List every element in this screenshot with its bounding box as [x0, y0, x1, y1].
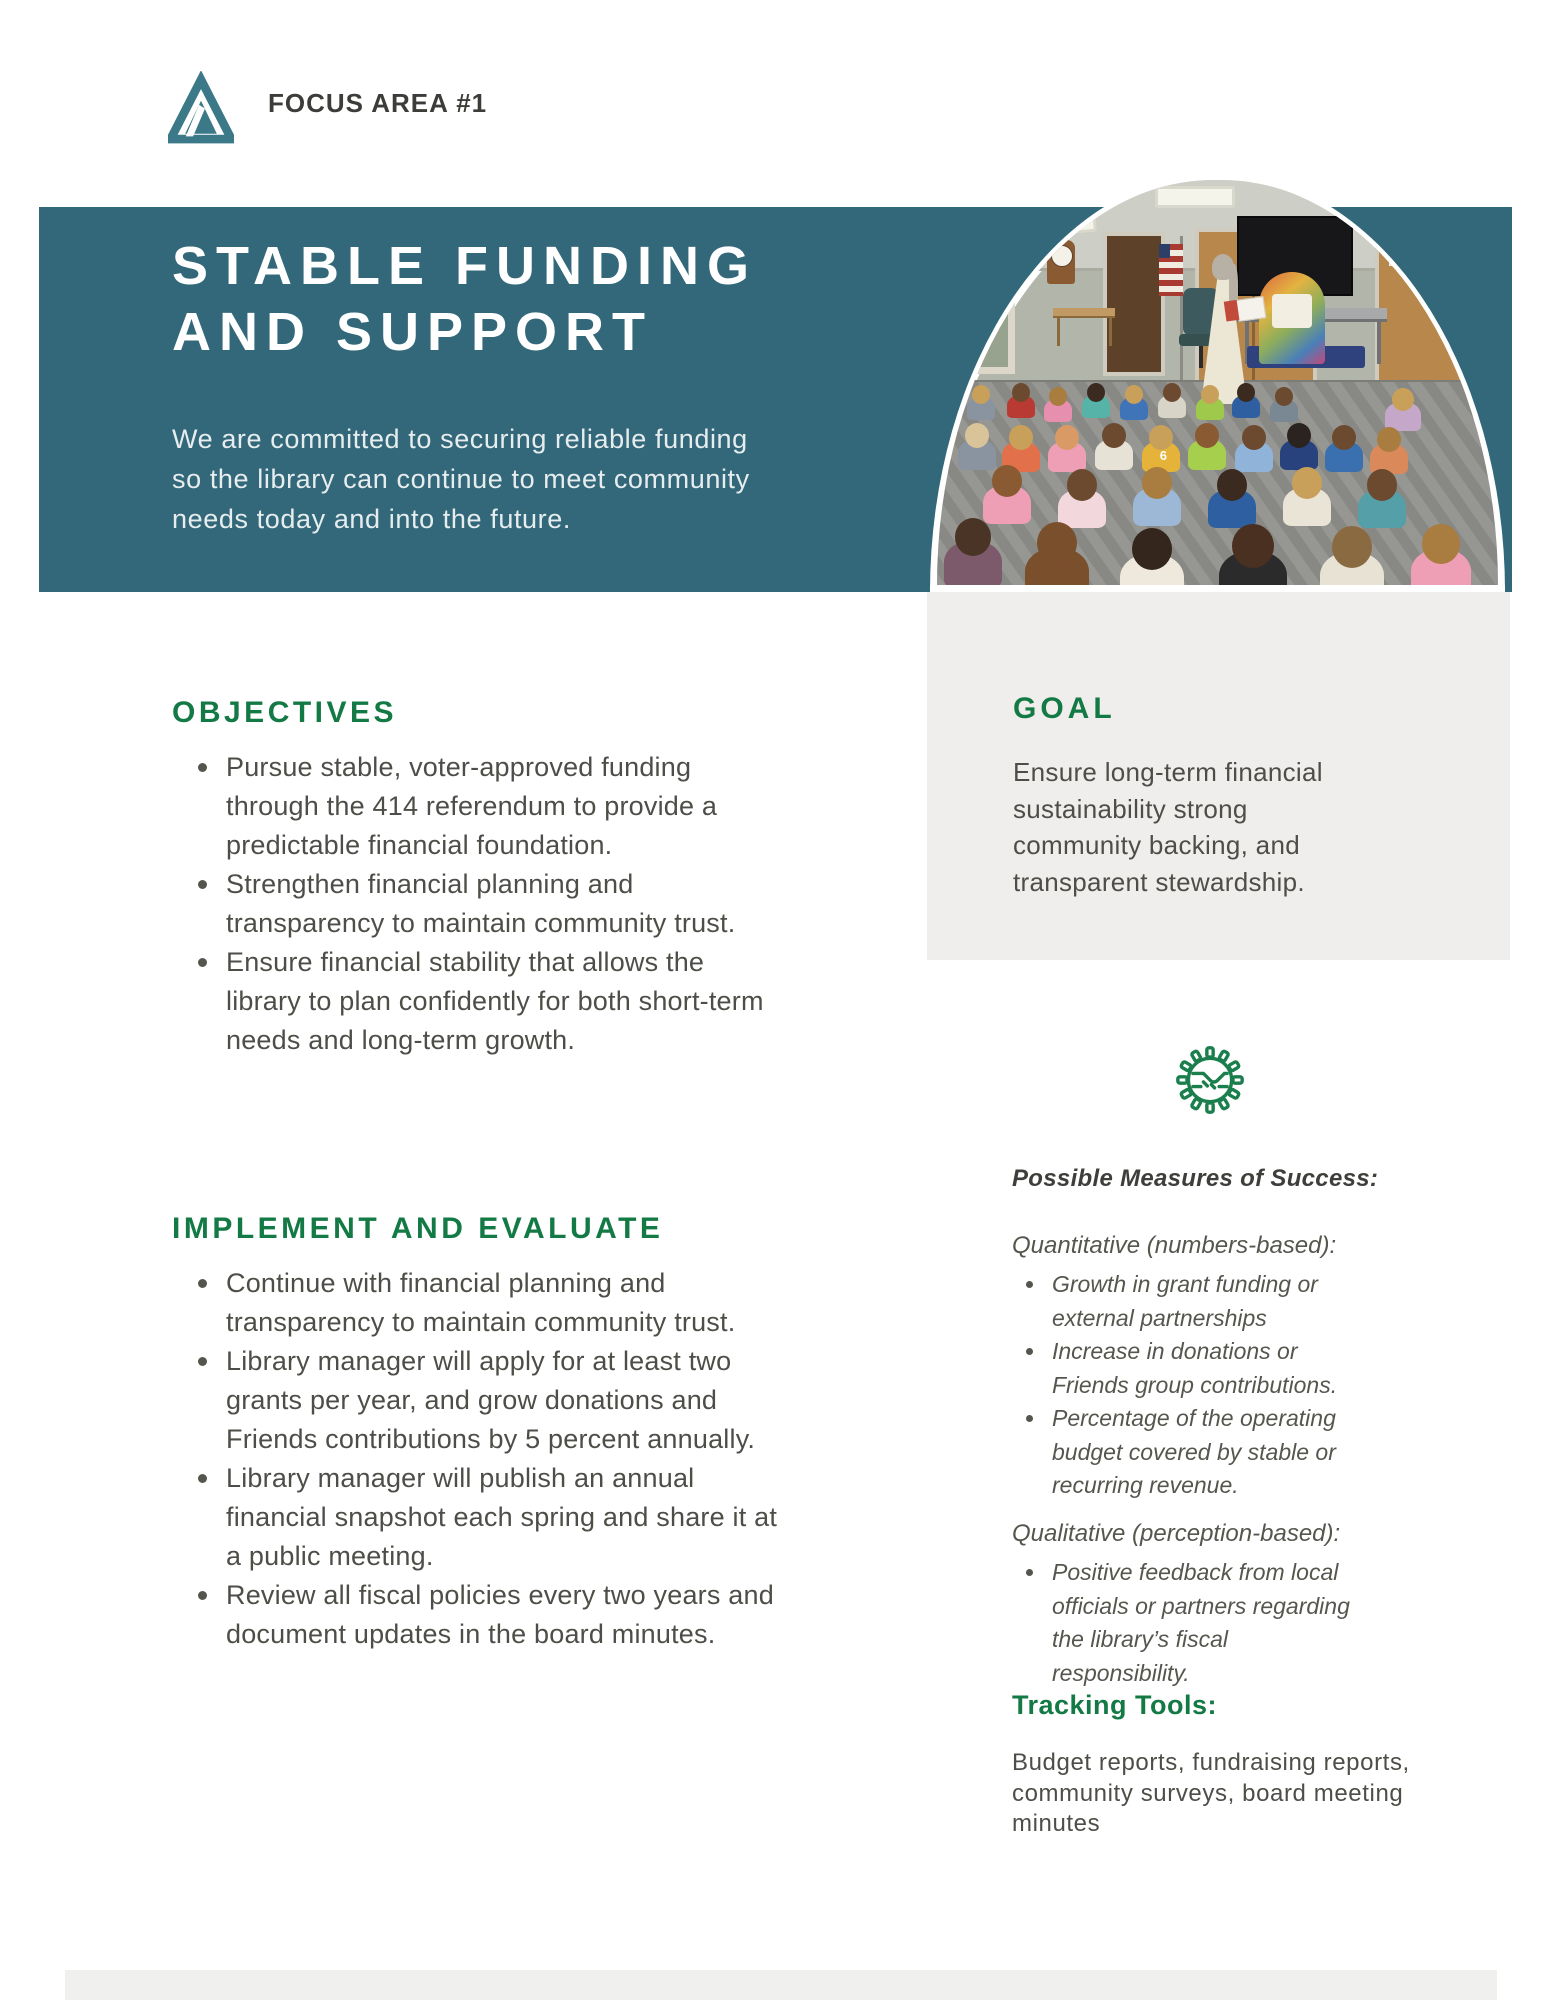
jersey-number: 6	[1159, 447, 1168, 463]
list-item: Strengthen financial planning and transparency to maintain community trust.	[196, 865, 781, 943]
list-item: Pursue stable, voter-approved funding through the 414 referendum to provide a predictable financial foundation.	[196, 748, 781, 865]
list-item: Ensure financial stability that allows the library to plan confidently for both short-term needs and long-term growth.	[196, 943, 781, 1060]
child-figure	[1332, 526, 1372, 566]
intro-paragraph: We are committed to securing reliable funding so the library can continue to meet community needs today and into the future.	[172, 424, 750, 534]
child-figure	[992, 465, 1022, 495]
child-figure	[1142, 467, 1172, 497]
objectives-heading: OBJECTIVES	[172, 696, 398, 729]
page-title-line1: STABLE FUNDING	[172, 236, 757, 296]
focus-area-label: FOCUS AREA #1	[268, 88, 488, 118]
child-figure	[1377, 427, 1401, 451]
child-figure	[1009, 425, 1033, 449]
implement-heading: IMPLEMENT AND EVALUATE	[172, 1212, 664, 1245]
child-figure	[1242, 425, 1266, 449]
handshake-gear-icon	[1168, 1038, 1252, 1122]
child-figure	[1237, 383, 1255, 401]
objectives-list	[196, 748, 781, 1060]
child-figure	[1292, 467, 1322, 497]
child-figure	[1012, 383, 1030, 401]
child-figure	[1102, 423, 1126, 447]
child-figure	[1149, 425, 1173, 463]
child-figure	[1195, 423, 1219, 447]
list-item: Positive feedback from local officials or partners regarding the library’s fiscal responsibility.	[1022, 1556, 1367, 1690]
list-item: Increase in donations or Friends group contributions.	[1022, 1335, 1367, 1402]
child-figure	[965, 423, 989, 447]
child-figure	[1367, 469, 1397, 499]
child-figure	[1037, 522, 1077, 562]
child-figure	[1422, 524, 1460, 562]
child-figure	[1217, 469, 1247, 499]
child-figure	[1125, 385, 1143, 403]
child-figure	[1287, 423, 1311, 447]
page-title-line2: AND SUPPORT	[172, 302, 654, 362]
implement-list	[196, 1264, 781, 1654]
child-figure	[1087, 383, 1105, 401]
storytime-photo	[930, 173, 1505, 592]
child-figure	[1132, 528, 1172, 568]
tracking-tools-text: Budget reports, fundraising reports, community surveys, board meeting minutes	[1012, 1749, 1410, 1837]
children-crowd	[937, 180, 1498, 585]
list-item: Review all fiscal policies every two years and document updates in the board minutes.	[196, 1576, 781, 1654]
footer-strip	[65, 1970, 1497, 2000]
child-figure	[1275, 387, 1293, 405]
measures-heading: Possible Measures of Success:	[1012, 1165, 1379, 1192]
tracking-tools-heading: Tracking Tools:	[1012, 1690, 1218, 1720]
child-figure	[1055, 425, 1079, 449]
quantitative-label: Quantitative (numbers-based):	[1012, 1232, 1337, 1259]
qualitative-list	[1022, 1556, 1367, 1690]
list-item: Growth in grant funding or external partnerships	[1022, 1268, 1367, 1335]
list-item: Library manager will apply for at least two grants per year, and grow donations and Friends contributions by 5 percent annually.	[196, 1342, 781, 1459]
list-item: Percentage of the operating budget covered by stable or recurring revenue.	[1022, 1402, 1367, 1503]
qualitative-label: Qualitative (perception-based):	[1012, 1520, 1341, 1547]
goal-heading: GOAL	[1013, 692, 1116, 725]
child-figure	[1232, 524, 1274, 566]
list-item: Continue with financial planning and transparency to maintain community trust.	[196, 1264, 781, 1342]
child-figure	[1332, 425, 1356, 449]
child-figure	[1392, 388, 1414, 410]
goal-text: Ensure long-term financial sustainability strong community backing, and transparent stewardship.	[1013, 757, 1323, 897]
child-figure	[1049, 387, 1067, 405]
child-figure	[1163, 383, 1181, 401]
child-figure	[1067, 469, 1097, 499]
library-triangle-logo-icon	[168, 71, 234, 149]
child-figure	[955, 518, 991, 554]
list-item: Library manager will publish an annual financial snapshot each spring and share it at a public meeting.	[196, 1459, 781, 1576]
child-figure	[972, 385, 990, 403]
triangle-logo-svg	[168, 71, 234, 149]
page-title	[172, 233, 757, 365]
quantitative-list	[1022, 1268, 1367, 1503]
goal-box	[927, 592, 1510, 960]
child-figure	[1201, 385, 1219, 403]
